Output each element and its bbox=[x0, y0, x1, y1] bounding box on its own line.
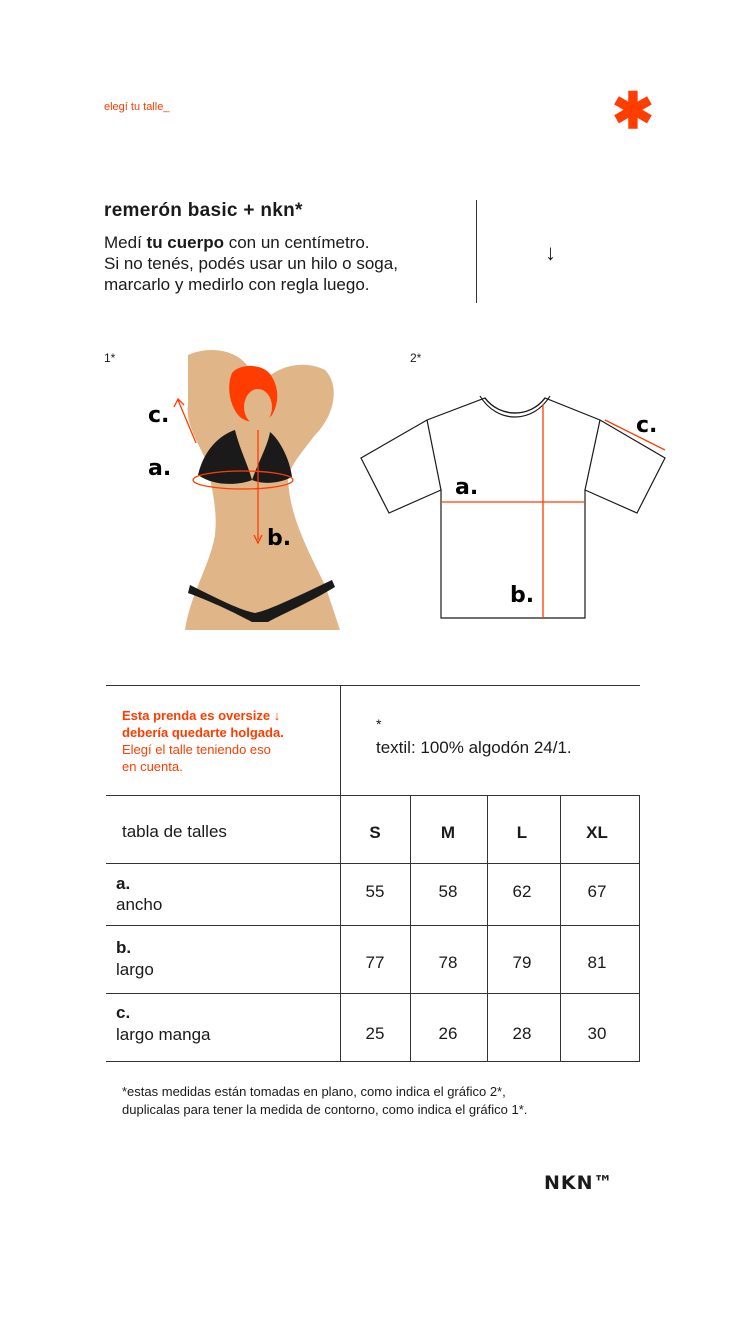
vertical-divider bbox=[476, 200, 477, 303]
header-label: elegí tu talle_ bbox=[104, 101, 170, 113]
table-cell: 78 bbox=[438, 953, 458, 972]
intro-bold: tu cuerpo bbox=[146, 233, 224, 252]
shirt-mark-a: a. bbox=[455, 475, 479, 500]
intro-part-2: con un centímetro. bbox=[223, 233, 370, 252]
size-header-xl: XL bbox=[586, 823, 608, 842]
notice-line-2: debería quedarte holgada. bbox=[122, 725, 284, 740]
size-header-s: S bbox=[369, 823, 381, 842]
footnote bbox=[122, 1083, 642, 1119]
row-label-ancho: ancho bbox=[116, 895, 163, 914]
table-cell: 26 bbox=[438, 1024, 458, 1043]
table-cell: 62 bbox=[512, 882, 532, 901]
shirt-mark-c: c. bbox=[636, 413, 658, 438]
shirt-measurement-figure bbox=[355, 390, 675, 625]
row-key-c: c. bbox=[116, 1003, 131, 1022]
table-cell: 28 bbox=[512, 1024, 532, 1043]
table-cell: 81 bbox=[587, 953, 607, 972]
table-column-divider bbox=[340, 685, 341, 1062]
body-measurement-figure bbox=[140, 345, 370, 630]
row-label-largo-manga: largo manga bbox=[116, 1025, 211, 1044]
table-cell: 25 bbox=[365, 1024, 385, 1043]
product-title: remerón basic + nkn* bbox=[104, 200, 303, 221]
notice-line-3: Elegí el talle teniendo eso bbox=[122, 742, 271, 757]
intro-part-1: Medí bbox=[104, 233, 147, 252]
row-label-largo: largo bbox=[116, 960, 154, 979]
table-cell: 67 bbox=[587, 882, 607, 901]
table-top-border bbox=[106, 685, 640, 686]
fabric-info: textil: 100% algodón 24/1. bbox=[376, 738, 572, 757]
footnote-line-2: duplicalas para tener la medida de contorno, como indica el gráfico 1*. bbox=[122, 1102, 528, 1117]
table-cell: 55 bbox=[365, 882, 385, 901]
table-column-divider bbox=[639, 795, 640, 1062]
table-cell: 30 bbox=[587, 1024, 607, 1043]
notice-line-4: en cuenta. bbox=[122, 759, 183, 774]
body-mark-b: b. bbox=[267, 526, 292, 551]
notice-line-1: Esta prenda es oversize ↓ bbox=[122, 708, 281, 723]
table-title: tabla de talles bbox=[122, 822, 227, 841]
intro-line-2: Si no tenés, podés usar un hilo o soga, bbox=[104, 254, 398, 273]
face-shape bbox=[244, 389, 272, 425]
down-arrow-icon: ↓ bbox=[545, 240, 556, 265]
size-header-l: L bbox=[516, 823, 528, 842]
brand-logo: NKN™ bbox=[544, 1172, 614, 1194]
figure-1-label: 1* bbox=[104, 351, 116, 365]
intro-text bbox=[104, 232, 464, 295]
table-cell: 58 bbox=[438, 882, 458, 901]
table-cell: 77 bbox=[365, 953, 385, 972]
footnote-line-1: *estas medidas están tomadas en plano, como indica el gráfico 2*, bbox=[122, 1084, 506, 1099]
figure-2-label: 2* bbox=[410, 351, 422, 365]
table-column-divider bbox=[560, 795, 561, 1062]
fabric-asterisk: * bbox=[376, 716, 382, 732]
asterisk-icon: ✱ bbox=[612, 83, 654, 139]
intro-line-3: marcarlo y medirlo con regla luego. bbox=[104, 275, 370, 294]
table-column-divider bbox=[487, 795, 488, 1062]
table-column-divider bbox=[410, 795, 411, 1062]
row-key-b: b. bbox=[116, 938, 132, 957]
body-mark-a: a. bbox=[148, 456, 172, 481]
oversize-notice bbox=[122, 707, 332, 775]
size-header-m: M bbox=[440, 823, 456, 842]
table-cell: 79 bbox=[512, 953, 532, 972]
row-key-a: a. bbox=[116, 874, 131, 893]
shirt-mark-b: b. bbox=[510, 583, 535, 608]
body-mark-c: c. bbox=[148, 403, 170, 428]
